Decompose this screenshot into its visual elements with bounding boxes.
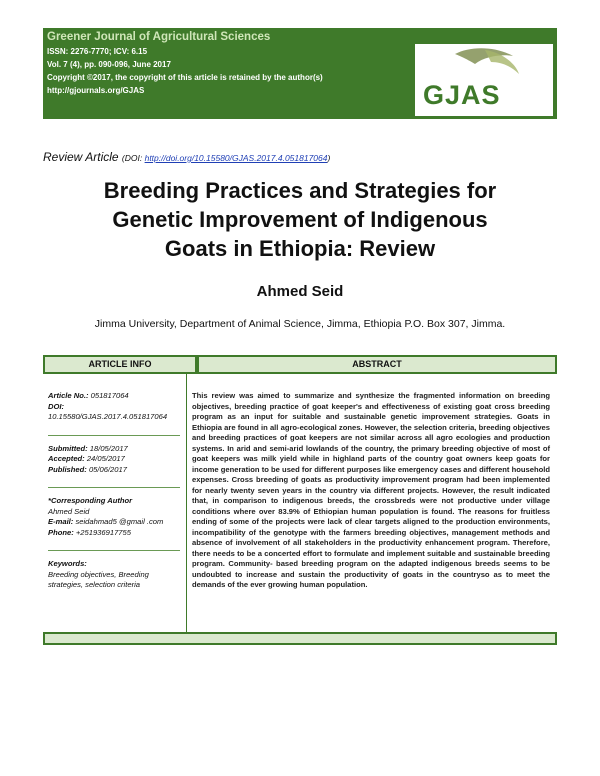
volume-info: Vol. 7 (4), pp. 090-096, June 2017 <box>47 60 171 69</box>
author-name: Ahmed Seid <box>256 283 344 300</box>
keywords <box>48 559 180 591</box>
accepted-date: 24/05/2017 <box>84 454 125 463</box>
article-type: Review Article <box>43 150 119 164</box>
phone-label: Phone: <box>48 527 74 537</box>
divider <box>48 550 180 551</box>
doi-link[interactable]: http://doi.org/10.15580/GJAS.2017.4.051817064 <box>144 153 328 163</box>
keywords-label: Keywords: <box>48 559 87 568</box>
title-line: Goats in Ethiopia: Review <box>164 236 436 261</box>
corresponding-label: *Corresponding Author <box>48 496 133 505</box>
submitted-date: 18/05/2017 <box>87 443 128 453</box>
issn: ISSN: 2276-7770; ICV: 6.15 <box>47 47 148 56</box>
email-label: E-mail: <box>48 517 74 526</box>
column-divider <box>186 374 187 632</box>
article-info-column <box>48 391 180 603</box>
corresponding-name: Ahmed Seid <box>48 506 90 516</box>
published-label: Published: <box>48 464 87 474</box>
title-line: Breeding Practices and Strategies for <box>103 178 497 203</box>
journal-url[interactable]: http://gjournals.org/GJAS <box>47 86 145 95</box>
email-value[interactable]: seidahmad5 @gmail .com <box>73 517 164 526</box>
submitted-label: Submitted: <box>48 443 88 453</box>
published-date: 05/06/2017 <box>86 464 127 474</box>
abstract-text: This review was aimed to summarize and synthesize the fragmented information on breeding objectives, breeding practice of goat keeper's and effectiveness of existing goat cross breeding program as an input for suitable and sustainable genetic improvement strategies. Goats in Ethiopia are found in all agro-ecological zones. However, the selection criteria, breeding objectives and breeding practices of goat keepers are not similar across all agro ecologies and production systems. In arid and semi-arid lowlands of the country, the primary breeding objective of most of goat keepers was milk yield while in highland parts of the country goat owners keep goats for income generation to be used for different purposes like emergency cases and different household expenses. Cross breeding of goats as productivity improvement program had been implemented for nearly twenty seven years in the country via different projects. However, the result indicated that, in comparison to indigenous breeds, the crossbreds were not productive under village conditions where over 83.9% of Ethiopian human population is found. The reasons for fruitless ending of some of the projects were lack of clear targets aligned to the production environments, incompatibility of the genotype with the farmers breeding objectives, management methods and absence of involvement of all stakeholders in the productivity enhancement program. Therefore, there needs to be a concerted effort to formulate and implement suitable and sustainable breeding program. Community- based breeding program on the adapted indigenous breeds seems to be undoubted to increase and sustain the productivity of goats in the countryso as to meet the demands of the ever growing human population. <box>192 391 550 589</box>
journal-header <box>43 28 557 119</box>
dates <box>48 444 180 476</box>
footer-bar <box>43 632 557 645</box>
journal-name: Greener Journal of Agricultural Sciences <box>47 31 271 43</box>
doi-label: DOI: <box>48 401 65 411</box>
doi-value: 10.15580/GJAS.2017.4.051817064 <box>48 412 168 421</box>
logo-text: GJAS <box>423 80 501 110</box>
article-title <box>50 176 550 263</box>
accepted-label: Accepted: <box>48 454 85 463</box>
affiliation: Jimma University, Department of Animal Science, Jimma, Ethiopia P.O. Box 307, Jimma. <box>94 318 506 330</box>
journal-logo <box>415 44 553 116</box>
divider <box>48 435 180 436</box>
footer-inner <box>45 634 555 643</box>
article-info-heading: ARTICLE INFO <box>45 357 195 372</box>
doi-suffix: ) <box>327 153 331 163</box>
keywords-value: Breeding objectives, Breeding strategies, selection criteria <box>48 569 149 589</box>
title-line: Genetic Improvement of Indigenous <box>112 207 488 232</box>
phone-value: +251936917755 <box>73 527 131 537</box>
article-no-label: Article No.: <box>48 391 89 400</box>
article-type-line <box>43 150 330 164</box>
section-header-bar <box>43 355 557 374</box>
article-ids <box>48 391 180 423</box>
divider <box>48 487 180 488</box>
doi-prefix: (DOI: <box>121 153 145 163</box>
corresponding-author <box>48 496 180 538</box>
journal-info <box>47 30 323 97</box>
article-no: 051817064 <box>88 391 129 400</box>
copyright: Copyright ©2017, the copyright of this article is retained by the author(s) <box>47 73 323 82</box>
abstract-heading: ABSTRACT <box>199 357 555 372</box>
